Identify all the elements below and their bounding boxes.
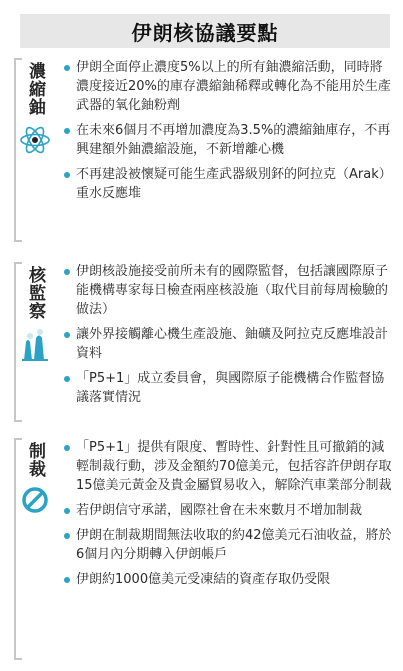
list-item: 「P5+1」成立委員會，與國際原子能機構合作監督協議落實情況 [62, 369, 392, 407]
section-item-list [62, 58, 392, 209]
section-item-list [62, 262, 392, 413]
section-label: 濃縮鈾 [25, 62, 45, 116]
section-label: 制裁 [25, 442, 45, 478]
list-item: 伊朗在制裁期間無法收取的約42億美元石油收益，將於6個月內分期轉入伊朗帳戶 [62, 526, 392, 564]
list-item: 伊朗全面停止濃度5%以上的所有鈾濃縮活動，同時將濃度接近20%的庫存濃縮鈾稀釋或轉化為不能用於生產武器的氧化鈾粉劑 [62, 58, 392, 115]
prohibited-icon [21, 486, 49, 518]
atom-icon [19, 124, 51, 160]
section-label: 核監察 [25, 266, 45, 320]
list-item: 伊朗約1000億美元受凍結的資產存取仍受限 [62, 570, 392, 589]
list-item: 讓外界接觸離心機生產設施、鈾礦及阿拉克反應堆設計資料 [62, 325, 392, 363]
section-side [14, 58, 56, 242]
list-item: 若伊朗信守承諾，國際社會在未來數月不增加制裁 [62, 501, 392, 520]
list-item: 「P5+1」提供有限度、暫時性、針對性且可撤銷的減輕制裁行動，涉及金額約70億美元，包括容許伊朗存取15億美元黃金及貴金屬貿易收入，解除汽車業部分制裁 [62, 438, 392, 495]
section-enriched-uranium [14, 58, 392, 242]
nuclear-plant-icon [18, 328, 52, 366]
section-side [14, 438, 56, 660]
section-nuclear-inspection [14, 262, 392, 422]
list-item: 不再建設被懷疑可能生產武器級別鈈的阿拉克（Arak）重水反應堆 [62, 165, 392, 203]
list-item: 伊朗核設施接受前所未有的國際監督，包括讓國際原子能機構專家每日檢查兩座核設施（取代目前每周檢驗的做法） [62, 262, 392, 319]
section-side [14, 262, 56, 422]
section-item-list [62, 438, 392, 595]
list-item: 在未來6個月不再增加濃度為3.5%的濃縮鈾庫存，不再興建額外鈾濃縮設施，不新增離心機 [62, 121, 392, 159]
page-title: 伊朗核協議要點 [20, 14, 390, 48]
section-sanctions [14, 438, 392, 660]
